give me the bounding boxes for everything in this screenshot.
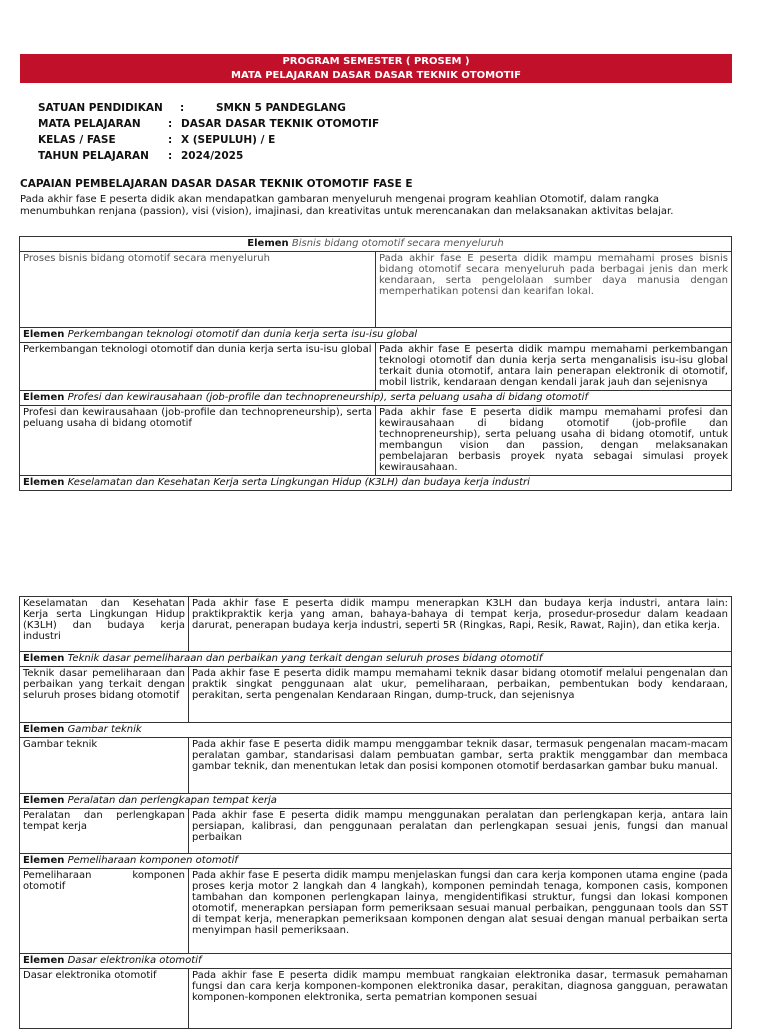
elemen-header-row	[20, 954, 732, 969]
row-right-cell: Pada akhir fase E peserta didik mampu menggunakan peralatan dan perlengkapan kerja, antara lain persiapan, kalibrasi, dan penggunaan peralatan dan perlengkapan sesuai jenis, fungsi dan manual perbaikan	[189, 809, 732, 854]
table-row	[20, 809, 732, 854]
elemen-header-row	[20, 854, 732, 869]
elemen-word: Elemen	[23, 477, 65, 488]
elemen-word: Elemen	[23, 795, 65, 806]
row-left-cell: Peralatan dan perlengkapan tempat kerja	[20, 809, 189, 854]
info-separator: :	[180, 102, 185, 114]
cp-heading: CAPAIAN PEMBELAJARAN DASAR DASAR TEKNIK OTOMOTIF FASE E	[20, 178, 413, 190]
table-row	[20, 597, 732, 652]
elemen-header-row	[20, 391, 732, 406]
elemen-table-2	[19, 596, 732, 1029]
info-value: X (SEPULUH) / E	[181, 134, 276, 146]
info-label: KELAS / FASE	[38, 134, 116, 146]
elemen-title: Keselamatan dan Kesehatan Kerja serta Lingkungan Hidup (K3LH) dan budaya kerja industri	[67, 477, 530, 488]
info-value: SMKN 5 PANDEGLANG	[216, 102, 346, 114]
banner-title: PROGRAM SEMESTER ( PROSEM )	[282, 56, 470, 67]
elemen-word: Elemen	[23, 855, 65, 866]
elemen-header-row	[20, 652, 732, 667]
info-value: 2024/2025	[181, 150, 244, 162]
elemen-title: Perkembangan teknologi otomotif dan dunia kerja serta isu-isu global	[67, 329, 418, 340]
info-label: MATA PELAJARAN	[38, 118, 141, 130]
elemen-title: Bisnis bidang otomotif secara menyeluruh	[291, 238, 504, 249]
banner-subtitle: MATA PELAJARAN DASAR DASAR TEKNIK OTOMOTIF	[231, 70, 521, 81]
row-right-cell: Pada akhir fase E peserta didik mampu menggambar teknik dasar, termasuk pengenalan macam-macam peralatan gambar, standarisasi dalam pembuatan gambar, serta praktik menggambar dan membaca gambar teknik, dan menentukan letak dan posisi komponen otomotif berdasarkan gambar buku manual.	[189, 738, 732, 794]
row-right-cell: Pada akhir fase E peserta didik mampu membuat rangkaian elektronika dasar, termasuk pemahaman fungsi dan cara kerja komponen-komponen elektronika dasar, perakitan, diagnosa gangguan, perawatan komponen-komponen elektronika, serta pematrian komponen sesuai	[189, 969, 732, 1029]
table-row	[20, 667, 732, 723]
table-row	[20, 969, 732, 1029]
table-row	[20, 343, 732, 391]
info-label: SATUAN PENDIDIKAN	[38, 102, 163, 114]
elemen-word: Elemen	[247, 238, 289, 249]
row-right-cell: Pada akhir fase E peserta didik mampu memahami perkembangan teknologi otomotif dan dunia kerja serta menganalisis isu-isu global terkait dunia otomotif, antara lain penerapan elektronik di otomotif, mobil listrik, kendaraan dengan kendali jarak jauh dan sejenisnya	[376, 343, 732, 391]
row-right-cell: Pada akhir fase E peserta didik mampu memahami profesi dan kewirausahaan di bidang otomotif (job-profile dan technopreneurship), serta peluang usaha di bidang otomotif, untuk membangun vision dan passion, dengan melaksanakan pembelajaran berbasis proyek nyata sebagai simulasi proyek kewirausahaan.	[376, 406, 732, 476]
row-left-cell: Dasar elektronika otomotif	[20, 969, 189, 1029]
row-left-cell: Proses bisnis bidang otomotif secara menyeluruh	[20, 252, 376, 328]
row-left-cell: Pemeliharaan komponen otomotif	[20, 869, 189, 954]
elemen-header-row	[20, 237, 732, 252]
elemen-header-row	[20, 794, 732, 809]
elemen-header-row	[20, 723, 732, 738]
row-right-cell: Pada akhir fase E peserta didik mampu memahami teknik dasar bidang otomotif melalui pengenalan dan praktik singkat penggunaan alat ukur, pemeliharaan, perbaikan, pembentukan body kendaraan, perakitan, serta pengenalan Kendaraan Ringan, dump-truck, dan sejenisnya	[189, 667, 732, 723]
row-left-cell: Perkembangan teknologi otomotif dan dunia kerja serta isu-isu global	[20, 343, 376, 391]
table-row	[20, 869, 732, 954]
elemen-table-1	[19, 236, 732, 491]
elemen-title: Profesi dan kewirausahaan (job-profile dan technopreneurship), serta peluang usaha di bidang otomotif	[67, 392, 588, 403]
row-left-cell: Profesi dan kewirausahaan (job-profile dan technopreneurship), serta peluang usaha di bidang otomotif	[20, 406, 376, 476]
elemen-header-row	[20, 476, 732, 491]
row-right-cell: Pada akhir fase E peserta didik mampu menjelaskan fungsi dan cara kerja komponen utama engine (pada proses kerja motor 2 langkah dan 4 langkah), komponen pemindah tenaga, komponen casis, komponen tambahan dan komponen perlengkapan lainya, mengidentifikasi struktur, fungsi dan lokasi komponen otomotif, menerapkan persiapan form pemeriksaan sesuai manual perbaikan, penggunaan tools dan SST di tempat kerja, menerapkan pemeriksaan komponen dengan alat sesuai dengan manual perbaikan serta menyimpan hasil pemeriksaan.	[189, 869, 732, 954]
info-value: DASAR DASAR TEKNIK OTOMOTIF	[181, 118, 380, 130]
info-separator: :	[168, 150, 173, 162]
elemen-word: Elemen	[23, 653, 65, 664]
info-separator: :	[168, 118, 173, 130]
elemen-title: Peralatan dan perlengkapan tempat kerja	[67, 795, 277, 806]
table-row	[20, 252, 732, 328]
table-row	[20, 738, 732, 794]
elemen-word: Elemen	[23, 329, 65, 340]
row-left-cell: Teknik dasar pemeliharaan dan perbaikan yang terkait dengan seluruh proses bidang otomotif	[20, 667, 189, 723]
cp-description: Pada akhir fase E peserta didik akan mendapatkan gambaran menyeluruh mengenai program keahlian Otomotif, dalam rangka menumbuhkan renjana (passion), visi (vision), imajinasi, dan kreativitas untuk merencanakan dan melaksanakan aktivitas belajar.	[20, 194, 674, 217]
elemen-title: Pemeliharaan komponen otomotif	[67, 855, 238, 866]
info-separator: :	[168, 134, 173, 146]
elemen-word: Elemen	[23, 955, 65, 966]
row-right-cell: Pada akhir fase E peserta didik mampu menerapkan K3LH dan budaya kerja industri, antara lain: praktikpraktik kerja yang aman, bahaya-bahaya di tempat kerja, prosedur-prosedur dalam keadaan darurat, penerapan budaya kerja industri, seperti 5R (Ringkas, Rapi, Resik, Rawat, Rajin), dan etika kerja.	[189, 597, 732, 652]
elemen-title: Dasar elektronika otomotif	[67, 955, 202, 966]
elemen-word: Elemen	[23, 392, 65, 403]
info-label: TAHUN PELAJARAN	[38, 150, 149, 162]
elemen-title: Teknik dasar pemeliharaan dan perbaikan yang terkait dengan seluruh proses bidang otomotif	[67, 653, 543, 664]
document-banner	[20, 54, 732, 83]
elemen-title: Gambar teknik	[67, 724, 142, 735]
row-left-cell: Keselamatan dan Kesehatan Kerja serta Lingkungan Hidup (K3LH) dan budaya kerja industri	[20, 597, 189, 652]
row-left-cell: Gambar teknik	[20, 738, 189, 794]
table-row	[20, 406, 732, 476]
elemen-word: Elemen	[23, 724, 65, 735]
row-right-cell: Pada akhir fase E peserta didik mampu memahami proses bisnis bidang otomotif secara menyeluruh pada berbagai jenis dan merk kendaraan, serta pengelolaan sumber daya manusia dengan memperhatikan potensi dan kearifan lokal.	[376, 252, 732, 328]
elemen-header-row	[20, 328, 732, 343]
